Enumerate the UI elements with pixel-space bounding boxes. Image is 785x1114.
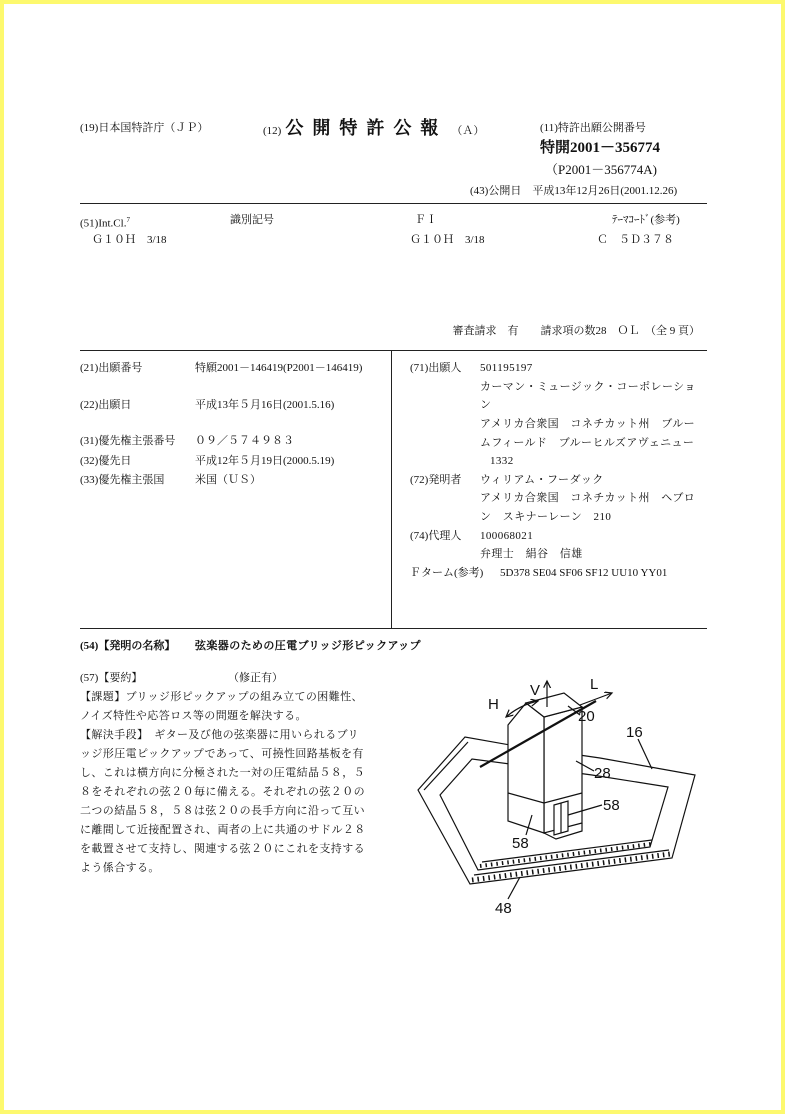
- agent-line: 100068021: [480, 530, 534, 542]
- applicant-line: カーマン・ミュージック・コーポレーショ: [480, 381, 696, 393]
- publication-kind: [263, 117, 484, 139]
- divider-column: [391, 350, 392, 628]
- application-number: 特願2001－146419(P2001－146419): [195, 362, 363, 374]
- theme-code-value: Ｃ ５Ｄ３７８: [597, 234, 674, 246]
- int-cl-label: [80, 213, 130, 231]
- abstract-line: ８をそれぞれの弦２０毎に備える。それぞれの弦２０の: [80, 786, 365, 798]
- fterm-label: Ｆターム(参考): [410, 567, 484, 579]
- int-cl-label-text: (51)Int.Cl.: [80, 217, 127, 230]
- divider-biblio-top: [80, 350, 707, 351]
- invention-title: 弦楽器のための圧電ブリッジ形ピックアップ: [195, 640, 421, 652]
- theme-code-label: ﾃｰﾏｺｰﾄﾞ(参考): [612, 214, 680, 226]
- abstract-line: よう係合する。: [80, 862, 160, 874]
- fi-label: ＦＩ: [415, 214, 437, 226]
- inventor-line: ン スキナーレーン 210: [480, 511, 612, 523]
- examination-line: 審査請求 有 請求項の数28 ＯＬ （全 9 頁）: [452, 325, 700, 337]
- divider-biblio-bottom: [80, 628, 707, 629]
- label-vertical: V: [530, 682, 541, 699]
- priority-number-label: (31)優先権主張番号: [80, 435, 176, 447]
- saddle-block: [508, 693, 582, 833]
- int-cl-value: Ｇ１０Ｈ 3/18: [92, 234, 167, 246]
- label-crystal-bottom: 58: [512, 835, 529, 852]
- abstract-line: ッジ形圧電ピックアップであって、可撓性回路基板を有: [80, 748, 364, 760]
- int-cl-edition: 7: [126, 216, 130, 224]
- priority-country-label: (33)優先権主張国: [80, 474, 165, 486]
- abstract-line: 【課題】ブリッジ形ピックアップの組み立ての困難性、: [80, 691, 363, 703]
- abstract-line: 【解決手段】 ギター及び他の弦楽器に用いられるブリ: [80, 729, 359, 741]
- label-string: 20: [578, 708, 595, 725]
- abstract-line: ノイズ特性や応答ロス等の問題を解決する。: [80, 710, 307, 722]
- application-number-label: (21)出願番号: [80, 362, 143, 374]
- publication-number-alt: （P2001－356774A): [545, 162, 657, 177]
- priority-date: 平成12年５月19日(2000.5.19): [195, 455, 335, 467]
- abstract-line: 二つの結晶５８，５８は弦２０の長手方向に沿って互い: [80, 805, 365, 817]
- invention-title-label: (54)【発明の名称】: [80, 640, 176, 652]
- abstract-line: し、これは横方向に分極された一対の圧電結晶５８，５: [80, 767, 365, 779]
- inventor-line: アメリカ合衆国 コネチカット州 ヘブロ: [480, 492, 696, 504]
- divider-header: [80, 203, 707, 204]
- kind-code: （Ａ）: [451, 125, 485, 137]
- label-crystal-right: 58: [603, 797, 620, 814]
- pickup-figure: [410, 665, 710, 920]
- priority-date-label: (32)優先日: [80, 455, 132, 467]
- label-saddle: 28: [594, 765, 611, 782]
- label-frame: 48: [495, 900, 512, 917]
- label-horizontal: H: [488, 696, 499, 713]
- applicant-line: 501195197: [480, 362, 533, 374]
- applicant-line: ムフィールド ブルーヒルズアヴェニュー: [480, 437, 695, 449]
- label-longitudinal: L: [590, 676, 599, 693]
- id-symbol-label: 識別記号: [230, 214, 274, 226]
- publication-number: 特開2001－356774: [540, 140, 661, 156]
- applicant-line: 1332: [490, 455, 514, 467]
- agent-line: 弁理士 絹谷 信雄: [480, 548, 583, 560]
- publication-number-label: (11)特許出願公開番号: [540, 122, 646, 134]
- application-date-label: (22)出願日: [80, 399, 132, 411]
- patent-office: (19)日本国特許庁（ＪＰ）: [80, 122, 209, 134]
- fi-value: Ｇ１０Ｈ 3/18: [410, 234, 485, 246]
- applicant-label: (71)出願人: [410, 362, 462, 374]
- applicant-line: ン: [480, 399, 492, 411]
- applicant-line: アメリカ合衆国 コネチカット州 ブルー: [480, 418, 696, 430]
- inventor-line: ウィリアム・フーダック: [480, 474, 604, 486]
- priority-number: ０９／５７４９８３: [195, 435, 294, 447]
- inventor-label: (72)発明者: [410, 474, 462, 486]
- kind-number: (12): [263, 125, 282, 137]
- kind-title: 公開特許公報: [285, 118, 448, 138]
- application-date: 平成13年５月16日(2001.5.16): [195, 399, 335, 411]
- priority-country: 米国（ＵＳ）: [195, 474, 261, 486]
- fterm-value: 5D378 SE04 SF06 SF12 UU10 YY01: [500, 567, 668, 579]
- abstract-label: (57)【要約】: [80, 672, 143, 684]
- label-plate: 16: [626, 724, 643, 741]
- abstract-line: に離間して近接配置され、両者の上に共通のサドル２８: [80, 824, 366, 836]
- publication-date: (43)公開日 平成13年12月26日(2001.12.26): [470, 185, 678, 197]
- abstract-note: （修正有）: [228, 672, 283, 684]
- abstract-line: を載置させて支持し、関連する弦２０にこれを支持する: [80, 843, 365, 855]
- agent-label: (74)代理人: [410, 530, 462, 542]
